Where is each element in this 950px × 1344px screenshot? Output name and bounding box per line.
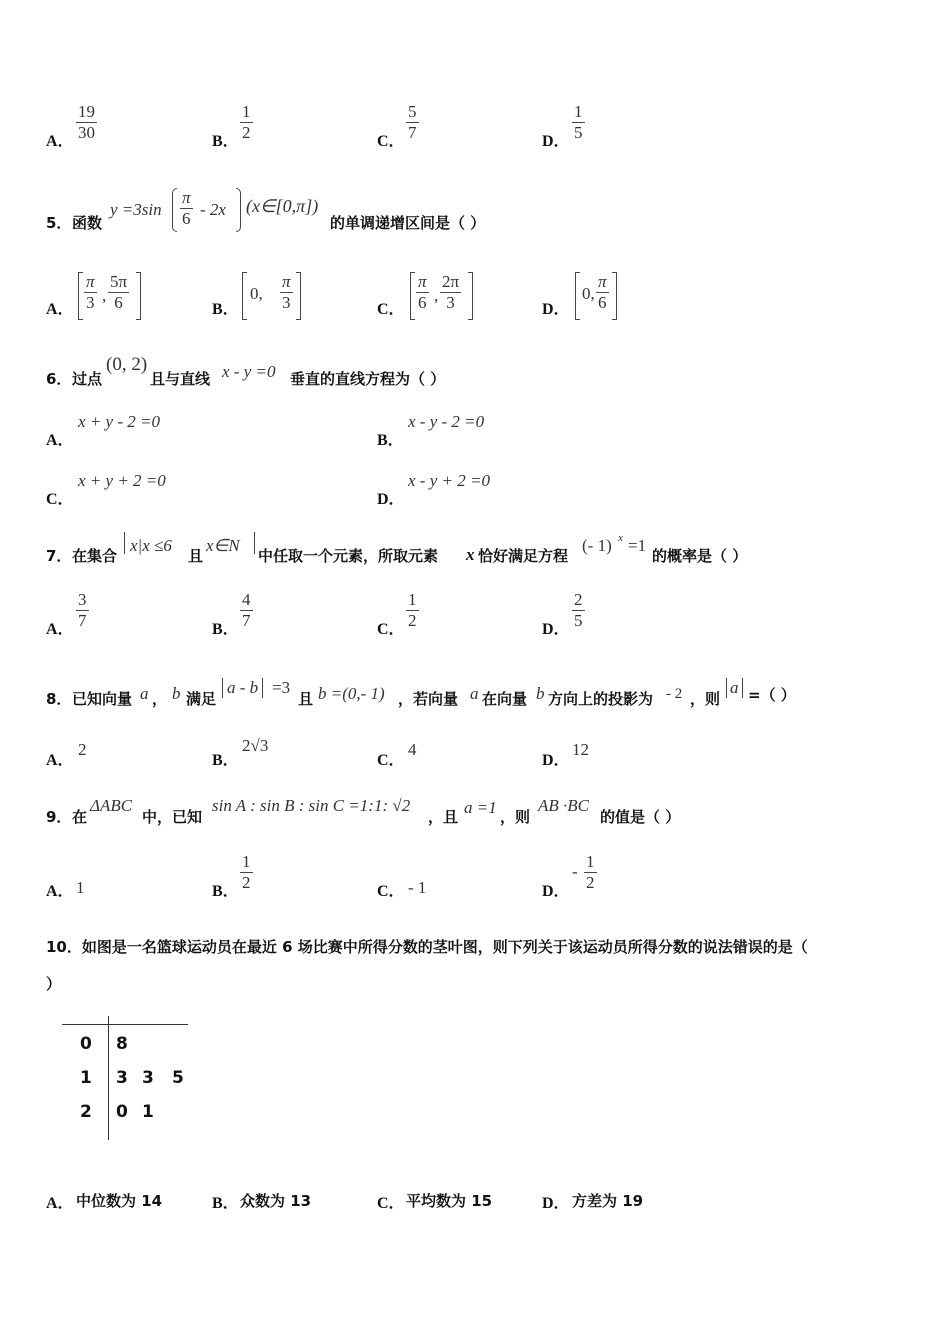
q8-a: a	[140, 684, 149, 703]
q4-option-a-label: A．	[46, 133, 74, 150]
q10-option-a-text: 中位数为 14	[76, 1192, 163, 1210]
q5-a-frac1: π 3	[86, 272, 95, 312]
q7-option-b-fraction: 4 7	[242, 590, 251, 630]
q5-a-frac2: 5π 6	[110, 272, 128, 312]
q5-option-c-label: C．	[377, 301, 405, 318]
q5-formula-a: y =3sin	[110, 200, 162, 219]
q9-number: 9．	[46, 808, 72, 826]
q6-option-a-label: A．	[46, 432, 74, 449]
q10-option-d-text: 方差为 19	[572, 1192, 644, 1210]
q5-prefix: 函数	[72, 214, 103, 232]
q9-t4: ，则	[500, 808, 531, 826]
q4-option-b-fraction: 1 2	[242, 102, 251, 142]
q5-b-frac: π 3	[282, 272, 291, 312]
leaf-1-1: 3	[142, 1068, 154, 1088]
leaf-1-2: 5	[172, 1068, 184, 1088]
q5-option-b-label: B．	[212, 301, 239, 318]
q10-option-a-label: A．	[46, 1195, 74, 1212]
q7-option-d-fraction: 2 5	[574, 590, 583, 630]
q4-option-a-fraction: 19 30	[78, 102, 95, 142]
q9-option-b-label: B．	[212, 883, 239, 900]
q5-d-frac: π 6	[598, 272, 607, 312]
q5-c-bracket-right	[468, 272, 473, 320]
q5-paren-close	[236, 188, 241, 232]
stem-1: 1	[80, 1068, 92, 1088]
q8-option-c-value: 4	[408, 740, 417, 759]
stem-leaf-divider	[108, 1016, 109, 1140]
q4-option-c-fraction: 5 7	[408, 102, 417, 142]
q9-ratio: sin A : sin B : sin C =1:1: √2	[212, 796, 411, 815]
q7-option-b-label: B．	[212, 621, 239, 638]
q6-option-c-expr: x + y + 2 =0	[78, 471, 166, 490]
q5-number: 5．	[46, 214, 72, 232]
q5-b-left: 0,	[250, 284, 263, 303]
q6-suffix: 垂直的直线方程为（ ）	[290, 370, 446, 388]
q5-fraction: π 6	[182, 188, 191, 228]
q5-c-frac1: π 6	[418, 272, 427, 312]
q9-option-d-label: D．	[542, 883, 570, 900]
q9-option-d-fraction: 1 2	[586, 852, 595, 892]
leaf-0-0: 8	[116, 1034, 128, 1054]
q8-option-b-label: B．	[212, 752, 239, 769]
q9-t3: ，且	[428, 808, 459, 826]
q6-option-c-label: C．	[46, 491, 74, 508]
q7-suffix: 的概率是（ ）	[652, 547, 748, 565]
q9-option-c-label: C．	[377, 883, 405, 900]
q5-d-bracket-right	[612, 272, 617, 320]
stem-0: 0	[80, 1034, 92, 1054]
q7-eq2: =1	[628, 536, 647, 555]
q10-option-c-text: 平均数为 15	[406, 1192, 493, 1210]
q9-option-b-fraction: 1 2	[242, 852, 251, 892]
q7-eq: (- 1)	[582, 536, 612, 555]
q8-number: 8．	[46, 690, 72, 708]
q4-option-c-label: C．	[377, 133, 405, 150]
q9-t1: 在	[72, 808, 88, 826]
q8-proj: - 2	[666, 686, 683, 702]
q7-cond: x∈N	[206, 536, 240, 555]
q7-option-a-fraction: 3 7	[78, 590, 87, 630]
q10-line1: 10．如图是一名篮球运动员在最近 6 场比赛中所得分数的茎叶图，则下列关于该运动员所得分数的说法错误的是（	[46, 938, 808, 956]
q6-option-b-label: B．	[377, 432, 404, 449]
q5-suffix: 的单调递增区间是（ ）	[330, 214, 486, 232]
q8-abs-a: a	[726, 678, 743, 698]
q5-b-bracket-right	[296, 272, 301, 320]
q5-option-a-label: A．	[46, 301, 74, 318]
q6-option-b-expr: x - y - 2 =0	[408, 412, 485, 431]
q7-set-brace-left	[124, 532, 127, 554]
q7-option-c-label: C．	[377, 621, 405, 638]
stem-leaf-top-rule	[62, 1024, 188, 1025]
q8-eq3: =3	[272, 678, 291, 697]
q7-exp: x	[618, 532, 623, 544]
q6-point: (0, 2)	[106, 354, 148, 375]
q8-b2: b	[536, 684, 545, 703]
q9-t2: 中，已知	[142, 808, 203, 826]
q5-domain: (x∈[0,π])	[246, 196, 319, 216]
q10-option-b-text: 众数为 13	[240, 1192, 312, 1210]
q5-d-bracket-left	[575, 272, 580, 320]
q9-option-a-label: A．	[46, 883, 74, 900]
q7-option-c-fraction: 1 2	[408, 590, 417, 630]
q8-bvec: b =(0,- 1)	[318, 684, 385, 703]
q6-option-a-expr: x + y - 2 =0	[78, 412, 160, 431]
q4-option-b-label: B．	[212, 133, 239, 150]
q8-a2: a	[470, 684, 479, 703]
q6-option-d-expr: x - y + 2 =0	[408, 471, 490, 490]
q9-t5: 的值是（ ）	[600, 808, 681, 826]
q4-option-d-fraction: 1 5	[574, 102, 583, 142]
q7-option-a-label: A．	[46, 621, 74, 638]
q5-b-bracket-left	[242, 272, 247, 320]
q9-option-c-value: - 1	[408, 878, 427, 897]
leaf-2-0: 0	[116, 1102, 128, 1122]
q5-a-bracket-left	[78, 272, 83, 320]
q7-middle2: 恰好满足方程	[478, 547, 569, 565]
q6-number: 6．	[46, 370, 72, 388]
q8-option-b-value: 2√3	[242, 736, 269, 755]
q5-c-bracket-left	[410, 272, 415, 320]
q7-prefix: 在集合	[72, 547, 118, 565]
q8-t3: 且	[298, 690, 314, 708]
q5-d-left: 0,	[582, 284, 595, 303]
q10-option-c-label: C．	[377, 1195, 405, 1212]
q8-abs: a - b	[222, 678, 263, 698]
q10-option-b-label: B．	[212, 1195, 239, 1212]
q5-option-d-label: D．	[542, 301, 570, 318]
q5-paren-open	[172, 188, 177, 232]
q8-t7: ，则	[690, 690, 721, 708]
q5-a-comma: ,	[102, 286, 107, 305]
q8-t6: 方向上的投影为	[548, 690, 654, 708]
q8-option-c-label: C．	[377, 752, 405, 769]
q5-formula-b: - 2x	[200, 200, 226, 219]
q8-option-a-value: 2	[78, 740, 87, 759]
q10-line2: ）	[46, 975, 62, 993]
q5-a-bracket-right	[136, 272, 141, 320]
q8-t1: 已知向量	[72, 690, 133, 708]
q8-option-d-label: D．	[542, 752, 570, 769]
q9-dot: AB ·BC	[538, 796, 589, 815]
q8-t5: 在向量	[482, 690, 528, 708]
q7-and: 且	[188, 547, 204, 565]
q6-prefix: 过点	[72, 370, 103, 388]
q4-option-d-label: D．	[542, 133, 570, 150]
q7-option-d-label: D．	[542, 621, 570, 638]
q7-middle: 中任取一个元素，所取元素	[258, 547, 439, 565]
q9-triangle: ΔABC	[90, 796, 133, 815]
q9-option-d-sign: -	[572, 862, 578, 881]
q6-middle: 且与直线	[150, 370, 211, 388]
q8-comma: ，	[152, 690, 168, 708]
q8-option-a-label: A．	[46, 752, 74, 769]
q8-t2: 满足	[186, 690, 217, 708]
q8-t8: =（ ）	[748, 686, 796, 704]
q8-t4: ，若向量	[398, 690, 459, 708]
q7-var: x	[466, 545, 475, 564]
q7-set: x|x ≤6	[130, 536, 172, 555]
q5-c-comma: ,	[434, 286, 439, 305]
q9-a1: a =1	[464, 798, 497, 817]
q6-option-d-label: D．	[377, 491, 405, 508]
q7-set-brace-right	[252, 532, 255, 554]
q8-option-d-value: 12	[572, 740, 589, 759]
q10-option-d-label: D．	[542, 1195, 570, 1212]
leaf-2-1: 1	[142, 1102, 154, 1122]
q8-b: b	[172, 684, 181, 703]
q9-option-a-value: 1	[76, 878, 85, 897]
q6-line: x - y =0	[222, 362, 276, 381]
leaf-1-0: 3	[116, 1068, 128, 1088]
q5-c-frac2: 2π 3	[442, 272, 460, 312]
stem-2: 2	[80, 1102, 92, 1122]
q7-number: 7．	[46, 547, 72, 565]
